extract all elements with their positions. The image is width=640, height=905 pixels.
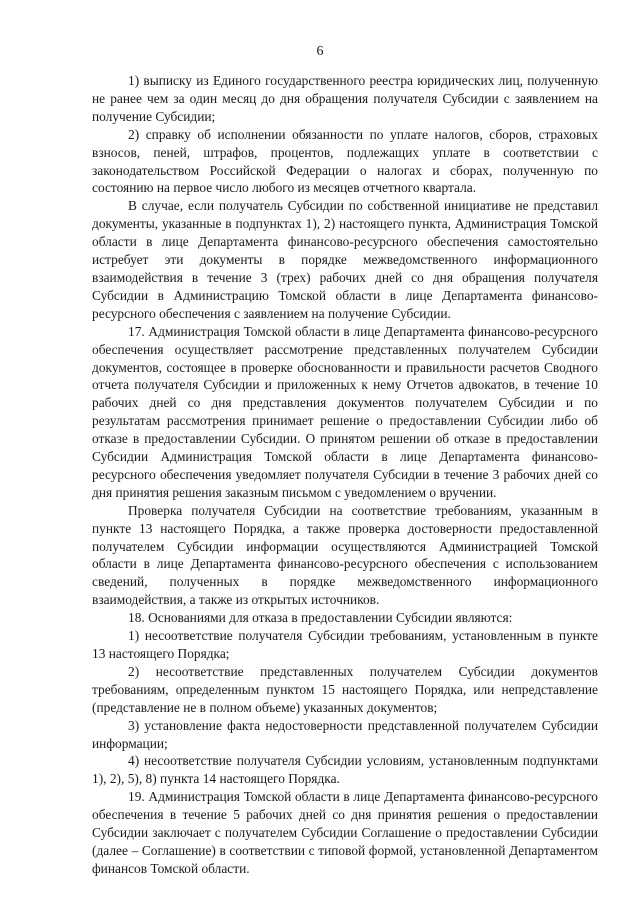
- paragraph-subitem-2-tax-certificate: 2) справку об исполнении обязанности по уплате налогов, сборов, страховых взносов, пеней, штрафов, процентов, подлежащих уплате в соответствии с законодательством Российской Федерации о налогах и сборах, полученную по состоянию на первое число любого из месяцев отчетного квартала.: [92, 126, 598, 196]
- page-number: 6: [316, 44, 324, 59]
- paragraph-refusal-ground-3: 3) установление факта недостоверности представленной получателем Субсидии информации;: [92, 717, 598, 751]
- paragraph-clause-17: 17. Администрация Томской области в лице Департамента финансово-ресурсного обеспечения осуществляет рассмотрение представленных получателем Субсидии документов, состоящее в проверке обоснованности и правильности расчетов Сводного отчета получателя Субсидии и приложенных к нему Отчетов адвокатов, в течение 10 рабочих дней со дня представления документов получателем Субсидии и по результатам рассмотрения принимает решение о предоставлении Субсидии либо об отказе в предоставлении Субсидии. О принятом решении об отказе в предоставлении Субсидии Администрация Томской области в лице Департамента финансово-ресурсного обеспечения уведомляет получателя Субсидии в течение 3 рабочих дней со дня принятия решения заказным письмом с уведомлением о вручении.: [92, 323, 598, 500]
- paragraph-recipient-verification: Проверка получателя Субсидии на соответствие требованиям, указанным в пункте 13 настоящего Порядка, а также проверка достоверности предоставленной получателем Субсидии информации осуществляются Администрацией Томской области в лице Департамента финансово-ресурсного обеспечения с использованием сведений, полученных в порядке межведомственного информационного взаимодействия, а также из открытых источников.: [92, 502, 598, 608]
- paragraph-refusal-ground-2: 2) несоответствие представленных получателем Субсидии документов требованиям, определенным пунктом 15 настоящего Порядка, или непредставление (представление не в полном объеме) указанных документов;: [92, 663, 598, 715]
- paragraph-clause-18-heading: 18. Основаниями для отказа в предоставлении Субсидии являются:: [128, 610, 513, 626]
- paragraph-refusal-ground-4: 4) несоответствие получателя Субсидии условиям, установленным подпунктами 1), 2), 5), 8) пункта 14 настоящего Порядка.: [92, 753, 598, 787]
- paragraph-interagency-request: В случае, если получатель Субсидии по собственной инициативе не представил документы, указанные в подпунктах 1), 2) настоящего пункта, Администрация Томской области в лице Департамента финансово-ресурсного обеспечения самостоятельно истребует эти документы в порядке межведомственного информационного взаимодействия в течение 3 (трех) рабочих дней со дня обращения получателя Субсидии в Администрацию Томской области в лице Департамента финансово-ресурсного обеспечения с заявлением на получение Субсидии.: [92, 198, 598, 321]
- paragraph-clause-19: 19. Администрация Томской области в лице Департамента финансово-ресурсного обеспечения в течение 5 рабочих дней со дня принятия решения о предоставлении Субсидии заключает с получателем Субсидии Соглашение о предоставлении Субсидии (далее – Соглашение) в соответствии с типовой формой, установленной Департаментом финансов Томской области.: [92, 789, 598, 876]
- document-body: [92, 72, 598, 878]
- paragraph-subitem-1-egrul-extract: 1) выписку из Единого государственного реестра юридических лиц, полученную не ранее чем за один месяц до дня обращения получателя Субсидии с заявлением на получение Субсидии;: [92, 73, 598, 124]
- paragraph-refusal-ground-1: 1) несоответствие получателя Субсидии требованиям, установленным в пункте 13 настоящего Порядка;: [92, 628, 598, 661]
